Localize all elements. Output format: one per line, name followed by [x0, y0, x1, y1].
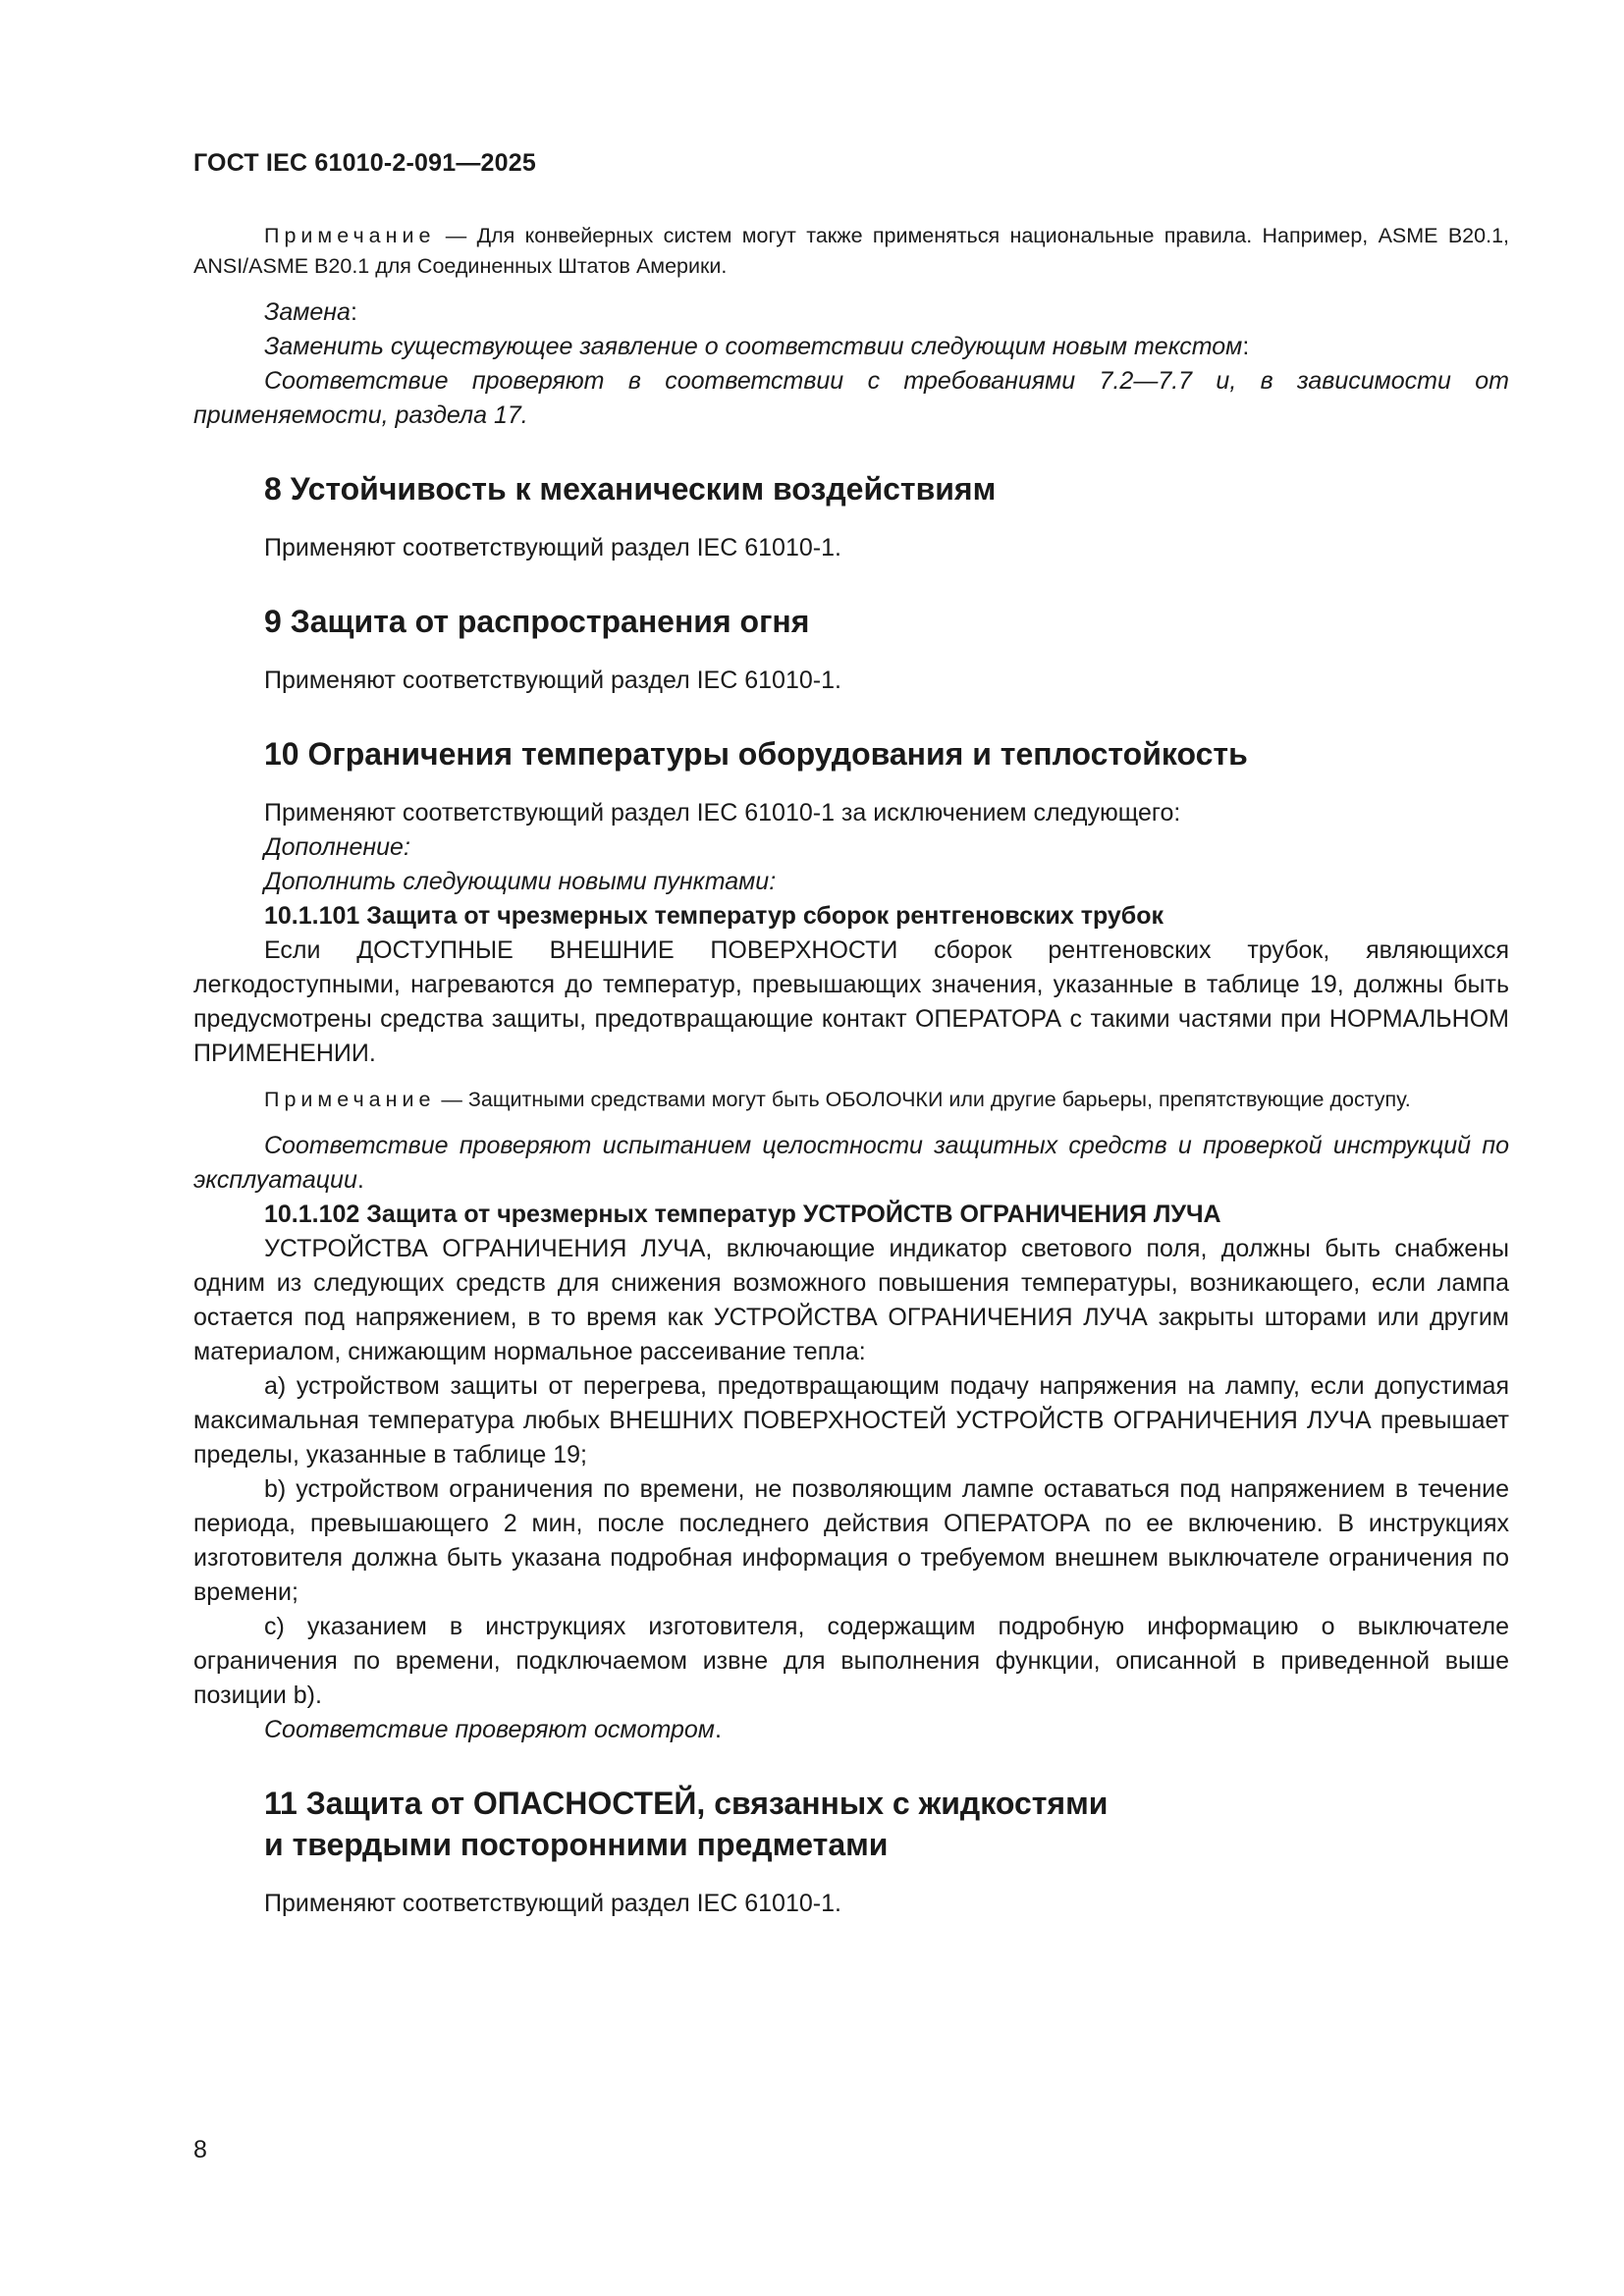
clause-10-1-102-heading: 10.1.102 Защита от чрезмерных температур УСТРОЙСТВ ОГРАНИЧЕНИЯ ЛУЧА — [264, 1201, 1221, 1228]
section-8-text: Применяют соответствующий раздел IEC 61010-1. — [264, 534, 841, 561]
list-item-a: a) устройством защиты от перегрева, предотвращающим подачу напряжения на лампу, если допустимая максимальная температура любых ВНЕШНИХ ПОВЕРХНОСТЕЙ УСТРОЙСТВ ОГРАНИЧЕНИЯ ЛУЧА превышает пределы, указанные в таблице 19; — [193, 1372, 1509, 1468]
list-item-b: b) устройством ограничения по времени, не позволяющим лампе оставаться под напряжением в течение периода, превышающего 2 мин, после последнего действия ОПЕРАТОРА по ее включению. В инструкциях изготовителя должна быть указана подробная информация о требуемом внешнем выключателе ограничения по времени; — [193, 1475, 1509, 1606]
note-text: — Для конвейерных систем могут также применяться национальные правила. Например, ASME B20.1, ANSI/ASME B20.1 для Соединенных Штатов Америки. — [193, 224, 1509, 278]
note-label: Примечание — [264, 224, 436, 247]
section-8-heading: 8 Устойчивость к механическим воздействиям — [264, 471, 997, 507]
document-header: ГОСТ IEC 61010-2-091—2025 — [193, 149, 536, 177]
section-11-text: Применяют соответствующий раздел IEC 61010-1. — [264, 1890, 841, 1917]
clause-10-1-101-compliance: Соответствие проверяют испытанием целостности защитных средств и проверкой инструкций по эксплуатации. — [193, 1132, 1509, 1194]
clause-10-1-101-text: Если ДОСТУПНЫЕ ВНЕШНИЕ ПОВЕРХНОСТИ сборок рентгеновских трубок, являющихся легкодоступными, нагреваются до температур, превышающих значения, указанные в таблице 19, должны быть предусмотрены средства защиты, предотвращающие контакт ОПЕРАТОРА с такими частями при НОРМАЛЬНОМ ПРИМЕНЕНИИ. — [193, 936, 1509, 1067]
list-item-c: c) указанием в инструкциях изготовителя, содержащим подробную информацию о выключателе ограничения по времени, подключаемом извне для выполнения функции, описанной в приведенной выше позиции b). — [193, 1613, 1509, 1709]
section-10-heading: 10 Ограничения температуры оборудования и теплостойкость — [264, 736, 1248, 772]
replacement-compliance: Соответствие проверяют в соответствии с требованиями 7.2—7.7 и, в зависимости от применяемости, раздела 17. — [193, 367, 1509, 429]
section-9-text: Применяют соответствующий раздел IEC 61010-1. — [264, 667, 841, 694]
addition-instruction: Дополнить следующими новыми пунктами: — [264, 868, 777, 895]
replacement-instruction: Заменить существующее заявление о соответствии следующим новым текстом: — [264, 333, 1250, 360]
section-9-heading: 9 Защита от распространения огня — [264, 604, 810, 639]
clause-10-1-102-compliance: Соответствие проверяют осмотром. — [264, 1716, 722, 1743]
section-11-heading: 11 Защита от ОПАСНОСТЕЙ, связанных с жидкостями и твердыми посторонними предметами — [264, 1786, 1109, 1862]
note-conveyor — [193, 221, 1509, 282]
document-body — [193, 221, 1509, 1921]
clause-10-1-101-heading: 10.1.101 Защита от чрезмерных температур сборок рентгеновских трубок — [264, 902, 1164, 930]
section-10-text: Применяют соответствующий раздел IEC 61010-1 за исключением следующего: — [264, 799, 1181, 827]
clause-10-1-102-text: УСТРОЙСТВА ОГРАНИЧЕНИЯ ЛУЧА, включающие индикатор светового поля, должны быть снабжены одним из следующих средств для снижения возможного повышения температуры, возникающего, если лампа остается под напряжением, в то время как УСТРОЙСТВА ОГРАНИЧЕНИЯ ЛУЧА закрыты шторами или другим материалом, снижающим нормальное рассеивание тепла: — [193, 1235, 1509, 1365]
note-text: — Защитными средствами могут быть ОБОЛОЧКИ или другие барьеры, препятствующие доступу. — [435, 1088, 1411, 1111]
note-barriers — [193, 1085, 1509, 1115]
addition-label: Дополнение: — [264, 833, 410, 861]
note-label: Примечание — [264, 1088, 436, 1111]
page-number: 8 — [193, 2136, 207, 2163]
replacement-label: Замена: — [264, 298, 357, 326]
